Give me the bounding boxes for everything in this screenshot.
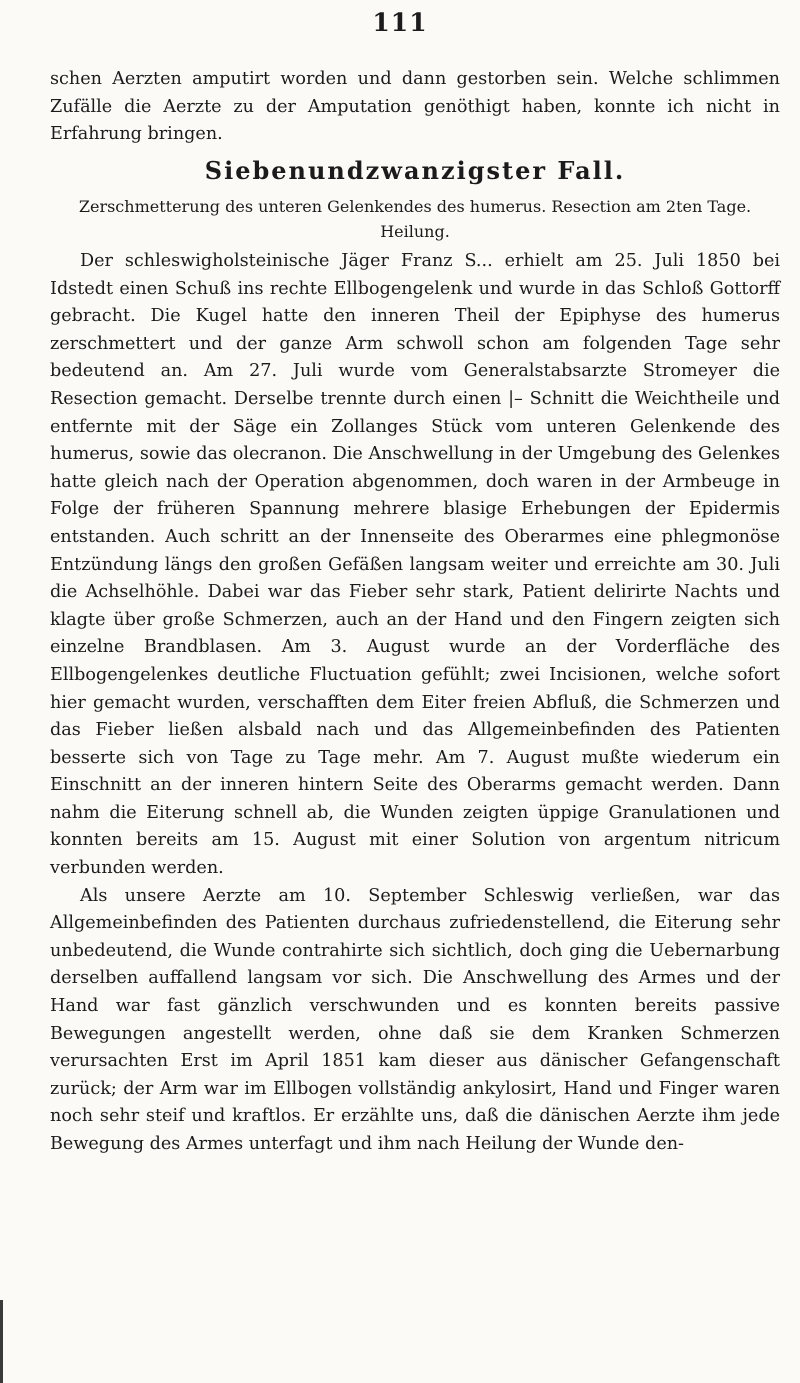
case-paragraph-2: Als unsere Aerzte am 10. September Schleswig verließen, war das Allgemeinbefinden des Patienten durchaus zufriedenstellend, die Eiterung sehr unbedeutend, die Wunde contrahirte sich sichtlich, doch ging die Uebernarbung derselben auffallend langsam vor sich. Die Anschwellung des Armes und der Hand war fast gänzlich verschwunden und es konnten bereits passive Bewegungen angestellt werden, ohne daß sie dem Kranken Schmerzen verursachten Erst im April 1851 kam dieser aus dänischer Gefangenschaft zurück; der Arm war im Ellbogen vollständig ankylosirt, Hand und Finger waren noch sehr steif und kraftlos. Er erzählte uns, daß die dänischen Aerzte ihm jede Bewegung des Armes unterfagt und ihm nach Heilung der Wunde den- — [50, 885, 780, 1154]
case-paragraph-1: Der schleswigholsteinische Jäger Franz S... erhielt am 25. Juli 1850 bei Idstedt einen Schuß ins rechte Ellbogengelenk und wurde in das Schloß Gottorff gebracht. Die Kugel hatte den inneren Theil der Epiphyse des humerus zerschmettert und der ganze Arm schwoll schon am folgenden Tage sehr bedeutend an. Am 27. Juli wurde vom Generalstabsarzte Stromeyer die Resection gemacht. Derselbe trennte durch einen |– Schnitt die Weichtheile und entfernte mit der Säge ein Zollanges Stück vom unteren Gelenkende des humerus, sowie das olecranon. Die Anschwellung in der Umgebung des Gelenkes hatte gleich nach der Operation abgenommen, doch waren in der Armbeuge in Folge der früheren Spannung mehrere blasige Erhebungen der Epidermis entstanden. Auch schritt an der Innenseite des Oberarmes eine phlegmonöse Entzündung längs den großen Gefäßen langsam weiter und erreichte am 30. Juli die Achselhöhle. Dabei war das Fieber sehr stark, Patient delirirte Nachts und klagte über große Schmerzen, auch an der Hand und den Fingern zeigten sich einzelne Brandblasen. Am 3. August wurde an der Vorderfläche des Ellbogengelenkes deutliche Fluctuation gefühlt; zwei Incisionen, welche sofort hier gemacht wurden, verschafften dem Eiter freien Abfluß, die Schmerzen und das Fieber ließen alsbald nach und das Allgemeinbefinden des Patienten besserte sich von Tage zu Tage mehr. Am 7. August mußte wiederum ein Einschnitt an der inneren hintern Seite des Oberarms gemacht werden. Dann nahm die Eiterung schnell ab, die Wunden zeigten üppige Granulationen und konnten bereits am 15. August mit einer Solution von argentum nitricum verbunden werden. — [50, 251, 780, 879]
intro-paragraph: schen Aerzten amputirt worden und dann gestorben sein. Welche schlimmen Zufälle die Aerzte zu der Amputation genöthigt haben, konnte ich nicht in Erfahrung bringen. — [50, 69, 780, 145]
section-heading: Siebenundzwanzigster Fall. — [204, 156, 626, 185]
case-body — [50, 248, 780, 1159]
intro-text-block — [50, 66, 780, 149]
page-number: 111 — [372, 8, 428, 37]
section-subheading: Zerschmetterung des unteren Gelenkendes des humerus. Resection am 2ten Tage. Heilung. — [78, 197, 752, 241]
page-edge-shadow — [0, 1300, 3, 1383]
